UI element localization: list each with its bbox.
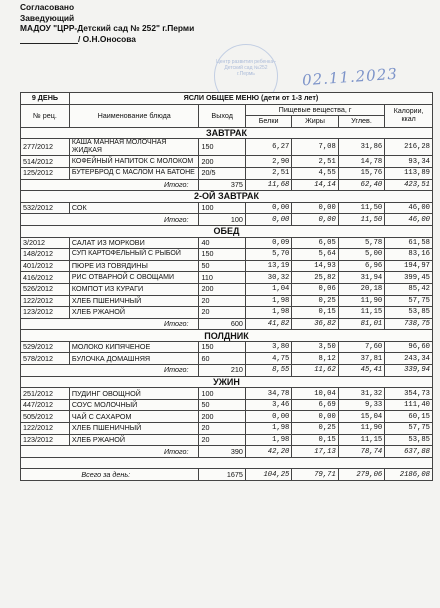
calories-value: 216,28 (385, 139, 433, 156)
output-value: 40 (199, 237, 245, 249)
output-value: 150 (199, 249, 245, 261)
output-value: 60 (199, 353, 245, 365)
dish-name: СОУС МОЛОЧНЫЙ (69, 399, 199, 411)
section-title: 2-ОЙ ЗАВТРАК (21, 191, 433, 203)
fat-value: 0,06 (292, 283, 338, 295)
carbs-value: 15,76 (338, 167, 384, 179)
protein-value: 3,46 (245, 399, 291, 411)
subtotal-output: 390 (199, 446, 245, 458)
protein-value: 34,78 (245, 388, 291, 400)
grand-total-fat: 79,71 (292, 469, 338, 481)
calories-value: 113,89 (385, 167, 433, 179)
table-row (21, 434, 433, 446)
table-row (21, 167, 433, 179)
dish-name: КОМПОТ ИЗ КУРАГИ (69, 283, 199, 295)
section-title: ОБЕД (21, 225, 433, 237)
protein-value: 1,98 (245, 295, 291, 307)
dish-name: БУТЕРБРОД С МАСЛОМ НА БАТОНЕ (69, 167, 199, 179)
recipe-code: 505/2012 (21, 411, 70, 423)
calories-value: 243,34 (385, 353, 433, 365)
col-calories: Калории, ккал (385, 104, 433, 127)
carbs-value: 5,78 (338, 237, 384, 249)
fat-value: 6,69 (292, 399, 338, 411)
fat-value: 6,05 (292, 237, 338, 249)
subtotal-protein: 0,00 (245, 214, 291, 226)
protein-value: 0,09 (245, 237, 291, 249)
day-label: 9 ДЕНЬ (21, 93, 70, 105)
calories-value: 53,85 (385, 434, 433, 446)
signature-line (20, 35, 78, 44)
protein-value: 30,32 (245, 272, 291, 284)
fat-value: 25,82 (292, 272, 338, 284)
table-row (21, 411, 433, 423)
calories-value: 194,97 (385, 260, 433, 272)
dish-name: ПУДИНГ ОВОЩНОЙ (69, 388, 199, 400)
subtotal-protein: 11,68 (245, 179, 291, 191)
fat-value: 0,25 (292, 295, 338, 307)
output-value: 20 (199, 295, 245, 307)
carbs-value: 6,96 (338, 260, 384, 272)
dish-name: ПЮРЕ ИЗ ГОВЯДИНЫ (69, 260, 199, 272)
table-row (21, 283, 433, 295)
menu-title: ЯСЛИ ОБЩЕЕ МЕНЮ (дети от 1-3 лет) (69, 93, 432, 105)
recipe-code: 447/2012 (21, 399, 70, 411)
subtotal-row (21, 446, 433, 458)
recipe-code: 3/2012 (21, 237, 70, 249)
dish-name: КОФЕЙНЫЙ НАПИТОК С МОЛОКОМ (69, 156, 199, 168)
recipe-code: 526/2012 (21, 283, 70, 295)
handwritten-date: 02.11.2023 (301, 64, 399, 90)
subtotal-row (21, 214, 433, 226)
dish-name: РИС ОТВАРНОЙ С ОВОЩАМИ (69, 272, 199, 284)
protein-value: 1,04 (245, 283, 291, 295)
carbs-value: 7,60 (338, 341, 384, 353)
protein-value: 2,51 (245, 167, 291, 179)
table-row (21, 353, 433, 365)
subtotal-output: 375 (199, 179, 245, 191)
fat-value: 14,93 (292, 260, 338, 272)
protein-value: 1,98 (245, 423, 291, 435)
subtotal-label: Итого: (21, 179, 199, 191)
output-value: 200 (199, 283, 245, 295)
calories-value: 53,85 (385, 307, 433, 319)
section-header (21, 225, 433, 237)
section-header (21, 191, 433, 203)
fat-value: 8,12 (292, 353, 338, 365)
subtotal-protein: 41,82 (245, 318, 291, 330)
calories-value: 93,34 (385, 156, 433, 168)
section-title: УЖИН (21, 376, 433, 388)
dish-name: ЧАЙ С САХАРОМ (69, 411, 199, 423)
subtotal-carbs: 78,74 (338, 446, 384, 458)
output-value: 50 (199, 399, 245, 411)
menu-body (21, 127, 433, 480)
fat-value: 0,00 (292, 202, 338, 214)
calories-value: 111,40 (385, 399, 433, 411)
subtotal-row (21, 318, 433, 330)
recipe-code: 416/2012 (21, 272, 70, 284)
fat-value: 0,25 (292, 423, 338, 435)
recipe-code: 401/2012 (21, 260, 70, 272)
subtotal-fat: 17,13 (292, 446, 338, 458)
table-row (21, 139, 433, 156)
dish-name: САЛАТ ИЗ МОРКОВИ (69, 237, 199, 249)
subtotal-output: 210 (199, 365, 245, 377)
output-value: 200 (199, 411, 245, 423)
section-header (21, 330, 433, 342)
approval-organization: МАДОУ "ЦРР-Детский сад № 252" г.Перми (20, 23, 195, 33)
subtotal-label: Итого: (21, 214, 199, 226)
output-value: 20 (199, 423, 245, 435)
table-row (21, 399, 433, 411)
section-title: ПОЛДНИК (21, 330, 433, 342)
col-recipe: № рец. (21, 104, 70, 127)
recipe-code: 123/2012 (21, 434, 70, 446)
subtotal-calories: 637,88 (385, 446, 433, 458)
fat-value: 0,15 (292, 434, 338, 446)
calories-value: 57,75 (385, 423, 433, 435)
subtotal-fat: 11,62 (292, 365, 338, 377)
col-carbs: Углев. (338, 116, 384, 128)
carbs-value: 11,15 (338, 307, 384, 319)
output-value: 100 (199, 202, 245, 214)
carbs-value: 37,81 (338, 353, 384, 365)
col-name: Наименование блюда (69, 104, 199, 127)
col-fat: Жиры (292, 116, 338, 128)
grand-total-protein: 104,25 (245, 469, 291, 481)
grand-total-row (21, 469, 433, 481)
output-value: 150 (199, 139, 245, 156)
table-row (21, 423, 433, 435)
table-row (21, 307, 433, 319)
carbs-value: 11,90 (338, 295, 384, 307)
subtotal-protein: 8,55 (245, 365, 291, 377)
carbs-value: 11,90 (338, 423, 384, 435)
table-row (21, 249, 433, 261)
subtotal-row (21, 365, 433, 377)
carbs-value: 14,78 (338, 156, 384, 168)
approval-block (20, 2, 194, 44)
approval-line: Согласовано (20, 2, 75, 12)
calories-value: 57,75 (385, 295, 433, 307)
fat-value: 0,00 (292, 411, 338, 423)
carbs-value: 11,50 (338, 202, 384, 214)
subtotal-calories: 46,00 (385, 214, 433, 226)
section-header (21, 127, 433, 139)
table-row (21, 260, 433, 272)
table-row (21, 388, 433, 400)
table-row (21, 237, 433, 249)
recipe-code: 578/2012 (21, 353, 70, 365)
subtotal-row (21, 179, 433, 191)
output-value: 20 (199, 434, 245, 446)
section-title: ЗАВТРАК (21, 127, 433, 139)
subtotal-carbs: 11,50 (338, 214, 384, 226)
table-row (21, 156, 433, 168)
recipe-code: 125/2012 (21, 167, 70, 179)
protein-value: 3,80 (245, 341, 291, 353)
fat-value: 4,55 (292, 167, 338, 179)
approval-position: Заведующий (20, 12, 75, 23)
protein-value: 0,00 (245, 411, 291, 423)
subtotal-output: 100 (199, 214, 245, 226)
recipe-code: 529/2012 (21, 341, 70, 353)
output-value: 100 (199, 388, 245, 400)
subtotal-protein: 42,20 (245, 446, 291, 458)
calories-value: 83,16 (385, 249, 433, 261)
calories-value: 85,42 (385, 283, 433, 295)
subtotal-label: Итого: (21, 318, 199, 330)
carbs-value: 11,15 (338, 434, 384, 446)
carbs-value: 31,32 (338, 388, 384, 400)
fat-value: 10,04 (292, 388, 338, 400)
protein-value: 6,27 (245, 139, 291, 156)
grand-total-output: 1675 (199, 469, 245, 481)
table-row (21, 295, 433, 307)
subtotal-label: Итого: (21, 365, 199, 377)
output-value: 110 (199, 272, 245, 284)
output-value: 50 (199, 260, 245, 272)
calories-value: 60,15 (385, 411, 433, 423)
dish-name: КАША МАННАЯ МОЛОЧНАЯ ЖИДКАЯ (69, 139, 199, 156)
subtotal-fat: 36,82 (292, 318, 338, 330)
subtotal-output: 600 (199, 318, 245, 330)
recipe-code: 122/2012 (21, 295, 70, 307)
carbs-value: 5,00 (338, 249, 384, 261)
subtotal-fat: 0,00 (292, 214, 338, 226)
fat-value: 0,15 (292, 307, 338, 319)
subtotal-calories: 339,94 (385, 365, 433, 377)
col-protein: Белки (245, 116, 291, 128)
protein-value: 1,98 (245, 307, 291, 319)
subtotal-label: Итого: (21, 446, 199, 458)
output-value: 20 (199, 307, 245, 319)
recipe-code: 514/2012 (21, 156, 70, 168)
fat-value: 2,51 (292, 156, 338, 168)
section-header (21, 376, 433, 388)
calories-value: 46,00 (385, 202, 433, 214)
dish-name: СУП КАРТОФЕЛЬНЫЙ С РЫБОЙ (69, 249, 199, 261)
carbs-value: 15,04 (338, 411, 384, 423)
subtotal-carbs: 62,40 (338, 179, 384, 191)
protein-value: 4,75 (245, 353, 291, 365)
stamp-text: Центр развития ребенка–Детский сад №252 г.Пермь (216, 59, 276, 77)
fat-value: 7,08 (292, 139, 338, 156)
subtotal-fat: 14,14 (292, 179, 338, 191)
spacer-row (21, 457, 433, 469)
recipe-code: 123/2012 (21, 307, 70, 319)
output-value: 150 (199, 341, 245, 353)
protein-value: 13,19 (245, 260, 291, 272)
recipe-code: 277/2012 (21, 139, 70, 156)
recipe-code: 251/2012 (21, 388, 70, 400)
protein-value: 1,98 (245, 434, 291, 446)
dish-name: ХЛЕБ РЖАНОЙ (69, 434, 199, 446)
grand-total-carbs: 279,06 (338, 469, 384, 481)
dish-name: ХЛЕБ РЖАНОЙ (69, 307, 199, 319)
subtotal-carbs: 45,41 (338, 365, 384, 377)
protein-value: 0,00 (245, 202, 291, 214)
carbs-value: 9,33 (338, 399, 384, 411)
protein-value: 5,70 (245, 249, 291, 261)
recipe-code: 122/2012 (21, 423, 70, 435)
calories-value: 399,45 (385, 272, 433, 284)
carbs-value: 31,94 (338, 272, 384, 284)
subtotal-carbs: 81,01 (338, 318, 384, 330)
col-nutrients: Пищевые вещества, г (245, 104, 384, 116)
dish-name: БУЛОЧКА ДОМАШНЯЯ (69, 353, 199, 365)
dish-name: ХЛЕБ ПШЕНИЧНЫЙ (69, 295, 199, 307)
subtotal-calories: 738,75 (385, 318, 433, 330)
calories-value: 96,60 (385, 341, 433, 353)
grand-total-calories: 2186,08 (385, 469, 433, 481)
dish-name: ХЛЕБ ПШЕНИЧНЫЙ (69, 423, 199, 435)
table-row (21, 341, 433, 353)
table-row (21, 202, 433, 214)
carbs-value: 31,86 (338, 139, 384, 156)
subtotal-calories: 423,51 (385, 179, 433, 191)
menu-table (20, 92, 433, 481)
approval-signature-row (20, 34, 194, 45)
col-output: Выход (199, 104, 245, 127)
fat-value: 3,50 (292, 341, 338, 353)
recipe-code: 532/2012 (21, 202, 70, 214)
output-value: 200 (199, 156, 245, 168)
carbs-value: 20,18 (338, 283, 384, 295)
dish-name: МОЛОКО КИПЯЧЕНОЕ (69, 341, 199, 353)
grand-total-label: Всего за день: (21, 469, 199, 481)
approval-signer: / О.Н.Оносова (78, 33, 136, 44)
calories-value: 61,58 (385, 237, 433, 249)
recipe-code: 148/2012 (21, 249, 70, 261)
table-row (21, 272, 433, 284)
calories-value: 354,73 (385, 388, 433, 400)
spacer-cell (21, 457, 433, 469)
fat-value: 5,64 (292, 249, 338, 261)
output-value: 20/5 (199, 167, 245, 179)
dish-name: СОК (69, 202, 199, 214)
protein-value: 2,90 (245, 156, 291, 168)
